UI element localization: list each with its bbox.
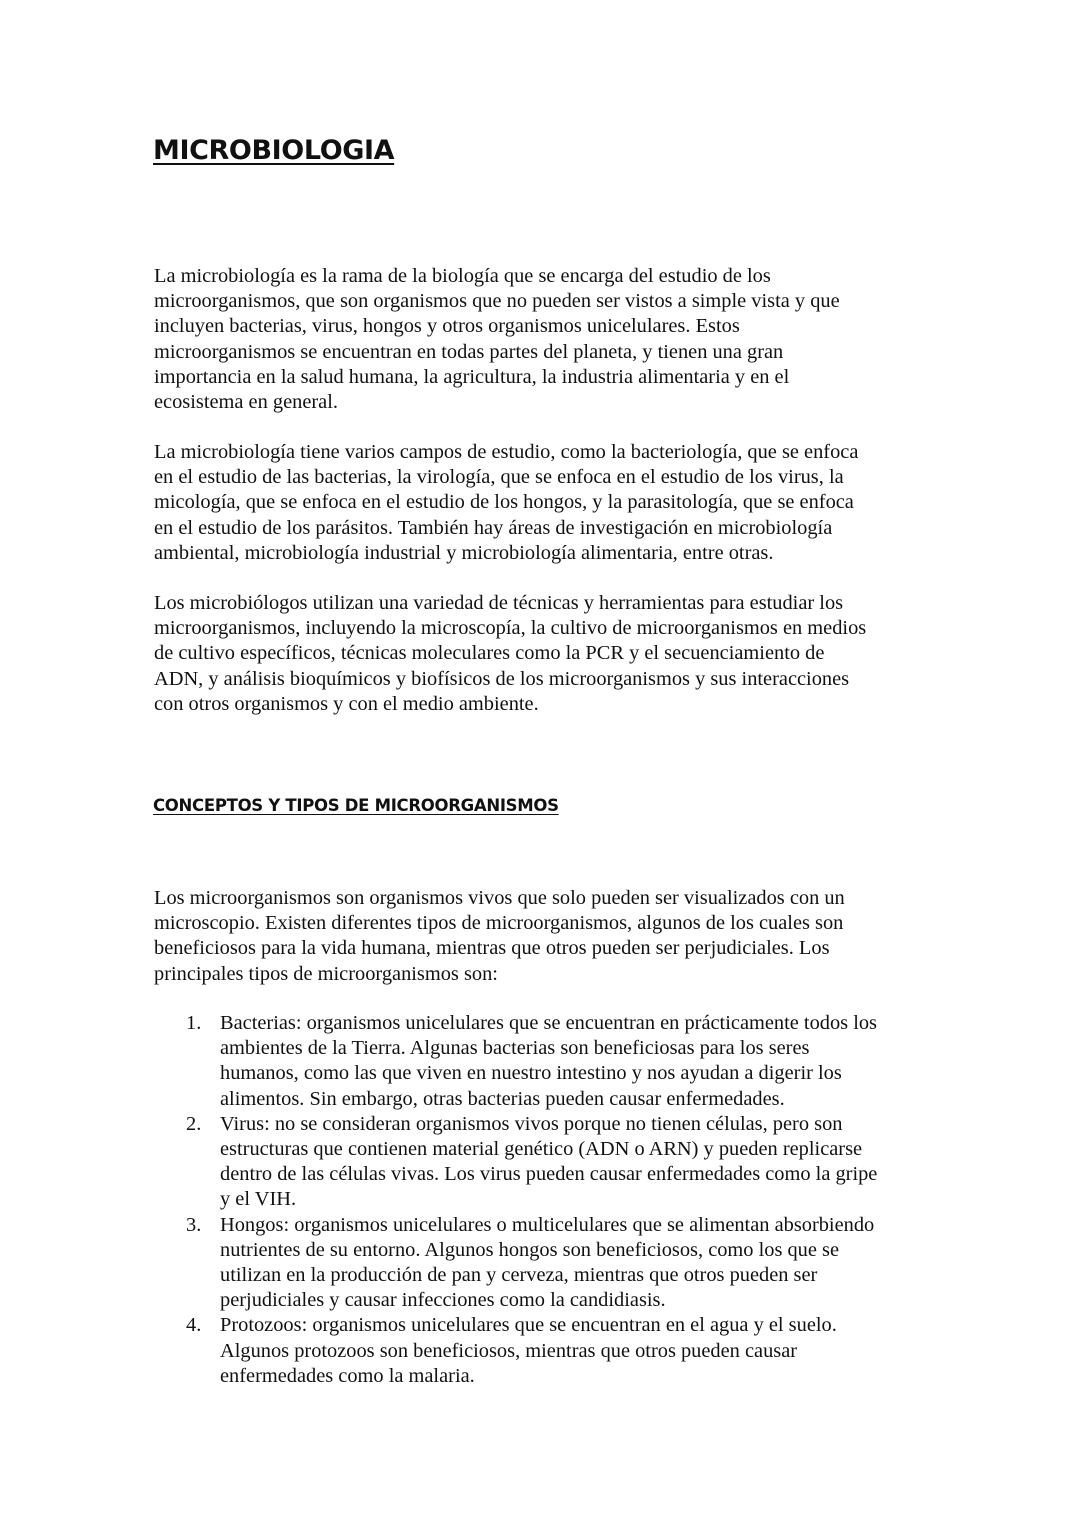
paragraph-line: ecosistema en general. [154, 391, 338, 414]
document-title: MICROBIOLOGIA [153, 135, 395, 166]
list-line: estructuras que contienen material genético (ADN o ARN) y pueden replicarse [220, 1138, 863, 1161]
paragraph-intro-definition [154, 264, 944, 415]
paragraph-techniques [154, 591, 944, 717]
paragraph-line: principales tipos de microorganismos son: [154, 962, 498, 985]
paragraph-line: microorganismos, incluyendo la microscopía, la cultivo de microorganismos en medios [154, 617, 867, 640]
list-line: humanos, como las que viven en nuestro intestino y nos ayudan a digerir los [220, 1062, 842, 1085]
list-line: Hongos: organismos unicelulares o multicelulares que se alimentan absorbiendo [220, 1213, 875, 1236]
list-line: nutrientes de su entorno. Algunos hongos son beneficiosos, como los que se [220, 1238, 840, 1261]
paragraph-line: La microbiología tiene varios campos de estudio, como la bacteriología, que se enfoca [154, 441, 859, 463]
paragraph-line: ADN, y análisis bioquímicos y biofísicos de los microorganismos y sus interacciones [154, 667, 850, 690]
list-line: Algunos protozoos son beneficiosos, mientras que otros pueden causar [220, 1339, 798, 1362]
paragraph-line: en el estudio de los parásitos. También hay áreas de investigación en microbiología [154, 516, 833, 539]
paragraph-line: importancia en la salud humana, la agricultura, la industria alimentaria y en el [154, 365, 790, 388]
list-number: 3. [186, 1213, 202, 1236]
list-line: dentro de las células vivas. Los virus pueden causar enfermedades como la gripe [220, 1163, 878, 1186]
paragraph-line: microorganismos se encuentran en todas partes del planeta, y tienen una gran [154, 340, 784, 363]
list-line: utilizan en la producción de pan y cerveza, mientras que otros pueden ser [220, 1264, 818, 1287]
list-item-bacterias [154, 1011, 944, 1112]
paragraph-microorganisms-intro [154, 886, 944, 987]
microorganism-types-list [154, 1011, 944, 1389]
paragraph-line: beneficiosos para la vida humana, mientras que otros pueden ser perjudiciales. Los [154, 937, 830, 960]
list-item-hongos [154, 1213, 944, 1314]
paragraph-line: microscopio. Existen diferentes tipos de microorganismos, algunos de los cuales son [154, 912, 844, 935]
list-number: 1. [186, 1012, 202, 1034]
paragraph-line: en el estudio de las bacterias, la virología, que se enfoca en el estudio de los virus, la [154, 466, 844, 489]
list-line: perjudiciales y causar infecciones como la candidiasis. [220, 1289, 666, 1312]
paragraph-line: Los microorganismos son organismos vivos que solo pueden ser visualizados con un [154, 887, 845, 909]
paragraph-line: ambiental, microbiología industrial y microbiología alimentaria, entre otras. [154, 541, 774, 564]
paragraph-line: Los microbiólogos utilizan una variedad de técnicas y herramientas para estudiar los [154, 592, 844, 614]
paragraph-line: micología, que se enfoca en el estudio de los hongos, y la parasitología, que se enfoca [154, 491, 854, 514]
list-number: 2. [186, 1112, 202, 1135]
list-line: Bacterias: organismos unicelulares que se encuentran en prácticamente todos los [220, 1012, 877, 1034]
paragraph-fields-of-study [154, 440, 944, 566]
section-subtitle: CONCEPTOS Y TIPOS DE MICROORGANISMOS [153, 796, 559, 815]
paragraph-line: de cultivo específicos, técnicas moleculares como la PCR y el secuenciamiento de [154, 642, 825, 665]
list-line: enfermedades como la malaria. [220, 1364, 475, 1387]
list-line: y el VIH. [220, 1188, 297, 1211]
list-number: 4. [186, 1314, 202, 1337]
list-item-virus [154, 1112, 944, 1213]
paragraph-line: microorganismos, que son organismos que no pueden ser vistos a simple vista y que [154, 290, 840, 313]
list-line: ambientes de la Tierra. Algunas bacterias son beneficiosas para los seres [220, 1037, 810, 1060]
list-line: Virus: no se consideran organismos vivos porque no tienen células, pero son [220, 1112, 843, 1135]
list-item-protozoos [154, 1313, 944, 1389]
paragraph-line: con otros organismos y con el medio ambiente. [154, 692, 539, 715]
list-line: Protozoos: organismos unicelulares que se encuentran en el agua y el suelo. [220, 1314, 837, 1337]
paragraph-line: incluyen bacterias, virus, hongos y otros organismos unicelulares. Estos [154, 315, 740, 338]
paragraph-line: La microbiología es la rama de la biología que se encarga del estudio de los [154, 265, 771, 287]
list-line: alimentos. Sin embargo, otras bacterias pueden causar enfermedades. [220, 1087, 785, 1110]
